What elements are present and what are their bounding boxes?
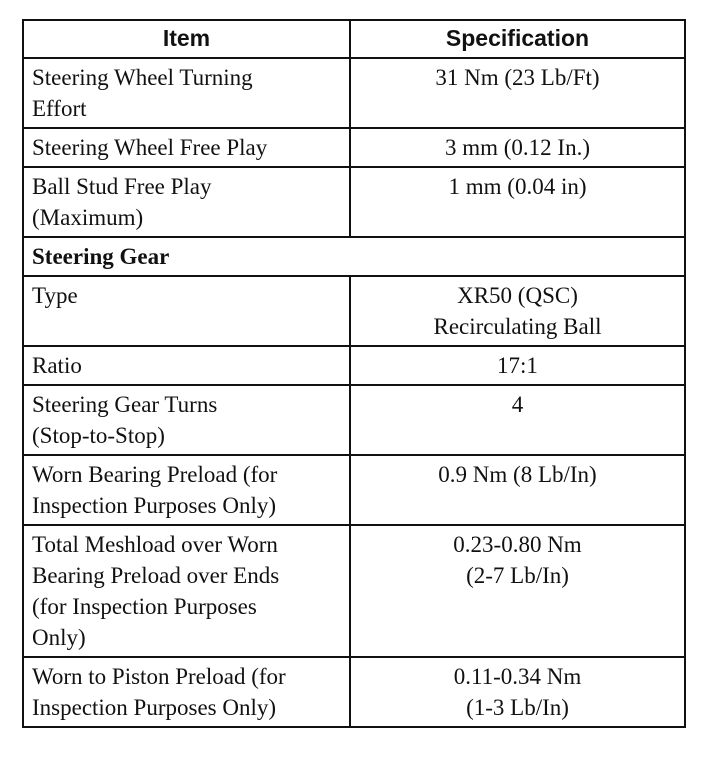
section-row <box>23 237 685 276</box>
item-cell: Steering Wheel Turning Effort <box>23 58 350 128</box>
item-cell: Ratio <box>23 346 350 385</box>
spec-cell: 17:1 <box>350 346 685 385</box>
specification-table <box>22 19 686 728</box>
spec-cell: 0.9 Nm (8 Lb/In) <box>350 455 685 525</box>
item-cell: Type <box>23 276 350 346</box>
item-cell: Total Meshload over Worn Bearing Preload over Ends (for Inspection Purposes Only) <box>23 525 350 657</box>
table-row <box>23 385 685 455</box>
column-header-item: Item <box>23 20 350 58</box>
table-row <box>23 276 685 346</box>
spec-cell: 0.23-0.80 Nm (2-7 Lb/In) <box>350 525 685 657</box>
table-row <box>23 346 685 385</box>
item-cell: Ball Stud Free Play (Maximum) <box>23 167 350 237</box>
section-heading: Steering Gear <box>23 237 685 276</box>
table-row <box>23 128 685 167</box>
item-cell: Worn to Piston Preload (for Inspection Purposes Only) <box>23 657 350 727</box>
spec-cell: 31 Nm (23 Lb/Ft) <box>350 58 685 128</box>
table-row <box>23 167 685 237</box>
spec-cell: 0.11-0.34 Nm (1-3 Lb/In) <box>350 657 685 727</box>
spec-cell: 1 mm (0.04 in) <box>350 167 685 237</box>
table-row <box>23 58 685 128</box>
item-cell: Steering Gear Turns (Stop-to-Stop) <box>23 385 350 455</box>
item-cell: Worn Bearing Preload (for Inspection Purposes Only) <box>23 455 350 525</box>
spec-cell: XR50 (QSC) Recirculating Ball <box>350 276 685 346</box>
table-row <box>23 657 685 727</box>
table-header-row <box>23 20 685 58</box>
table-row <box>23 455 685 525</box>
table-row <box>23 525 685 657</box>
spec-cell: 3 mm (0.12 In.) <box>350 128 685 167</box>
spec-cell: 4 <box>350 385 685 455</box>
column-header-specification: Specification <box>350 20 685 58</box>
item-cell: Steering Wheel Free Play <box>23 128 350 167</box>
